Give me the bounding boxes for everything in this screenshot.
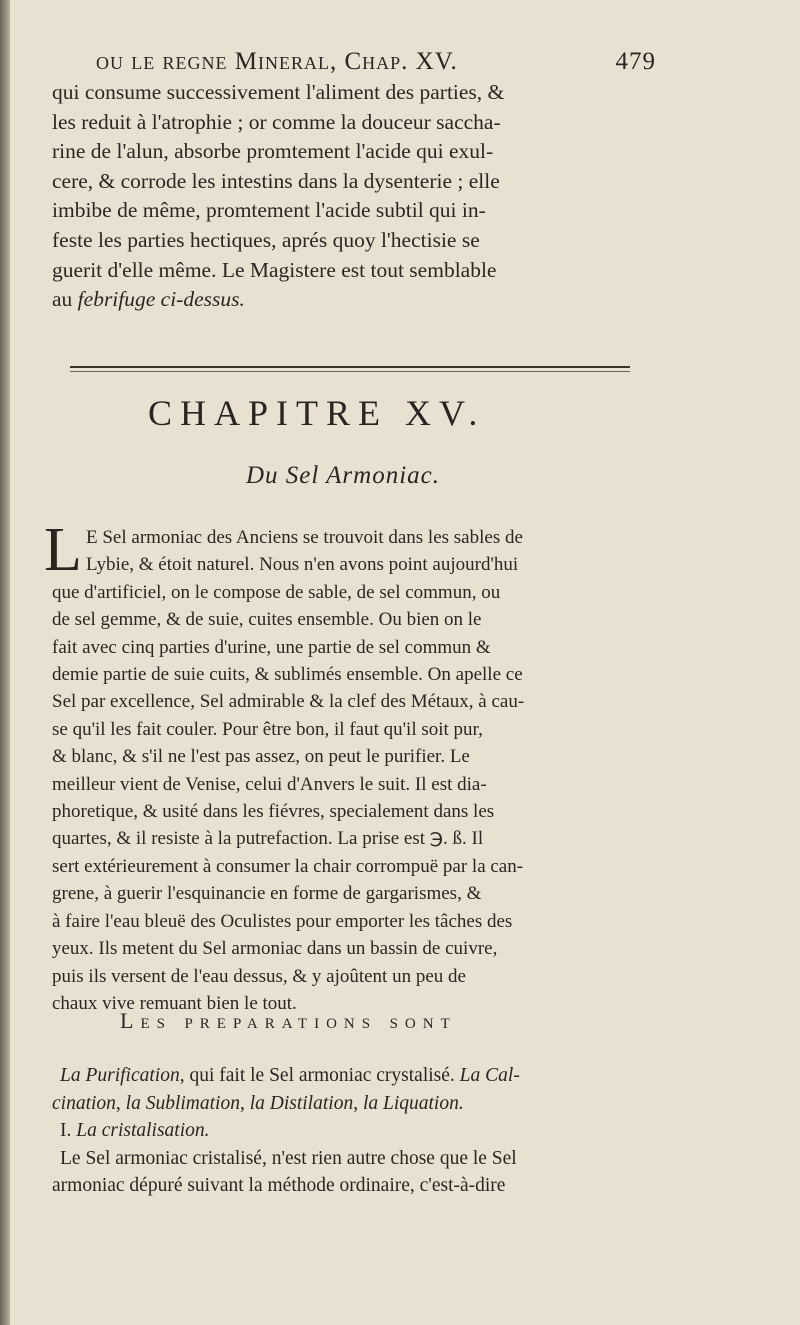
text-line: chaux vive remuant bien le tout. <box>52 992 297 1014</box>
text-line: meilleur vient de Venise, celui d'Anvers le suit. Il est dia- <box>52 773 487 795</box>
text-line: rine de l'alun, absorbe promtement l'acide qui exul- <box>52 139 494 164</box>
text-line <box>52 1117 654 1145</box>
preparations-heading: Les preparations sont <box>120 1008 457 1033</box>
text-run: , qui fait le Sel armoniac crystalisé. <box>179 1065 460 1086</box>
text-line: fait avec cinq parties d'urine, une partie de sel commun & <box>52 636 491 658</box>
italic-text-run: la Liquation. <box>362 1092 464 1114</box>
section-rule <box>70 366 630 368</box>
text-line: à faire l'eau bleuë des Oculistes pour emporter les tâches des <box>52 910 513 932</box>
italic-text-run: la Distilation <box>249 1092 354 1114</box>
top-paragraph <box>52 78 654 315</box>
text-line: imbibe de même, promtement l'acide subtil qui in- <box>52 198 486 223</box>
running-head-title: ou le regne Mineral, Chap. XV. <box>96 48 458 75</box>
text-run: I. <box>60 1120 77 1141</box>
italic-text-run: La Purification <box>60 1065 180 1086</box>
text-line: puis ils versent de l'eau dessus, & y ajoûtent un peu de <box>52 965 466 987</box>
italic-text-run: la Sublimation <box>125 1092 240 1114</box>
italic-text-run: febrifuge ci-dessus. <box>77 287 245 312</box>
text-run: , <box>115 1092 126 1114</box>
text-line: Sel par excellence, Sel admirable & la clef des Métaux, à cau- <box>52 691 525 713</box>
section-rule-thin <box>70 371 630 372</box>
text-line: & blanc, & s'il ne l'est pas assez, on peut le purifier. Le <box>52 746 470 768</box>
drop-cap: L <box>44 516 82 584</box>
chapter-subtitle: Du Sel Armoniac. <box>246 462 440 489</box>
text-line: demie partie de suie cuits, & sublimés ensemble. On apelle ce <box>52 664 523 686</box>
text-line: feste les parties hectiques, aprés quoy l'hectisie se <box>52 227 480 252</box>
text-line <box>52 1090 654 1118</box>
preparations-paragraph <box>52 1062 654 1200</box>
main-paragraph <box>52 524 654 1017</box>
text-line: E Sel armoniac des Anciens se trouvoit dans les sables de <box>86 527 523 548</box>
chapter-title: CHAPITRE XV. <box>148 393 486 433</box>
text-line: sert extérieurement à consumer la chair corrompuë par la can- <box>52 855 524 877</box>
italic-text-run: La Cal- <box>459 1065 520 1086</box>
text-line: Le Sel armoniac cristalisé, n'est rien autre chose que le Sel <box>60 1147 517 1169</box>
text-line: Lybie, & étoit naturel. Nous n'en avons point aujourd'hui <box>86 554 519 576</box>
italic-text-run: cination <box>52 1092 116 1114</box>
text-line: se qu'il les fait couler. Pour être bon, il faut qu'il soit pur, <box>52 718 483 740</box>
text-run: au <box>52 287 78 312</box>
running-head <box>96 48 656 76</box>
text-line: grene, à guerir l'esquinancie en forme de gargarismes, & <box>52 883 482 905</box>
text-run: , <box>239 1092 250 1114</box>
text-line: que d'artificiel, on le compose de sable, de sel commun, ou <box>52 581 501 603</box>
text-line <box>52 285 654 315</box>
text-line: guerit d'elle même. Le Magistere est tout semblable <box>52 257 497 282</box>
italic-text-run: La cristalisation. <box>76 1120 210 1141</box>
text-line: qui consume successivement l'aliment des parties, & <box>52 80 505 104</box>
text-line: cere, & corrode les intestins dans la dysenterie ; elle <box>52 168 500 193</box>
page-number: 479 <box>615 48 656 75</box>
text-line: les reduit à l'atrophie ; or comme la douceur saccha- <box>52 109 501 134</box>
text-line <box>52 1062 654 1090</box>
text-line: quartes, & il resiste à la putrefaction. La prise est ℈. ß. Il <box>52 828 484 850</box>
text-run: , <box>353 1092 363 1114</box>
text-line: phoretique, & usité dans les fiévres, specialement dans les <box>52 801 495 823</box>
text-line: yeux. Ils metent du Sel armoniac dans un bassin de cuivre, <box>52 938 498 960</box>
text-line: armoniac dépuré suivant la méthode ordinaire, c'est-à-dire <box>52 1175 506 1196</box>
text-line: de sel gemme, & de suie, cuites ensemble. Ou bien on le <box>52 609 482 631</box>
page-gutter-shadow <box>0 0 10 1325</box>
